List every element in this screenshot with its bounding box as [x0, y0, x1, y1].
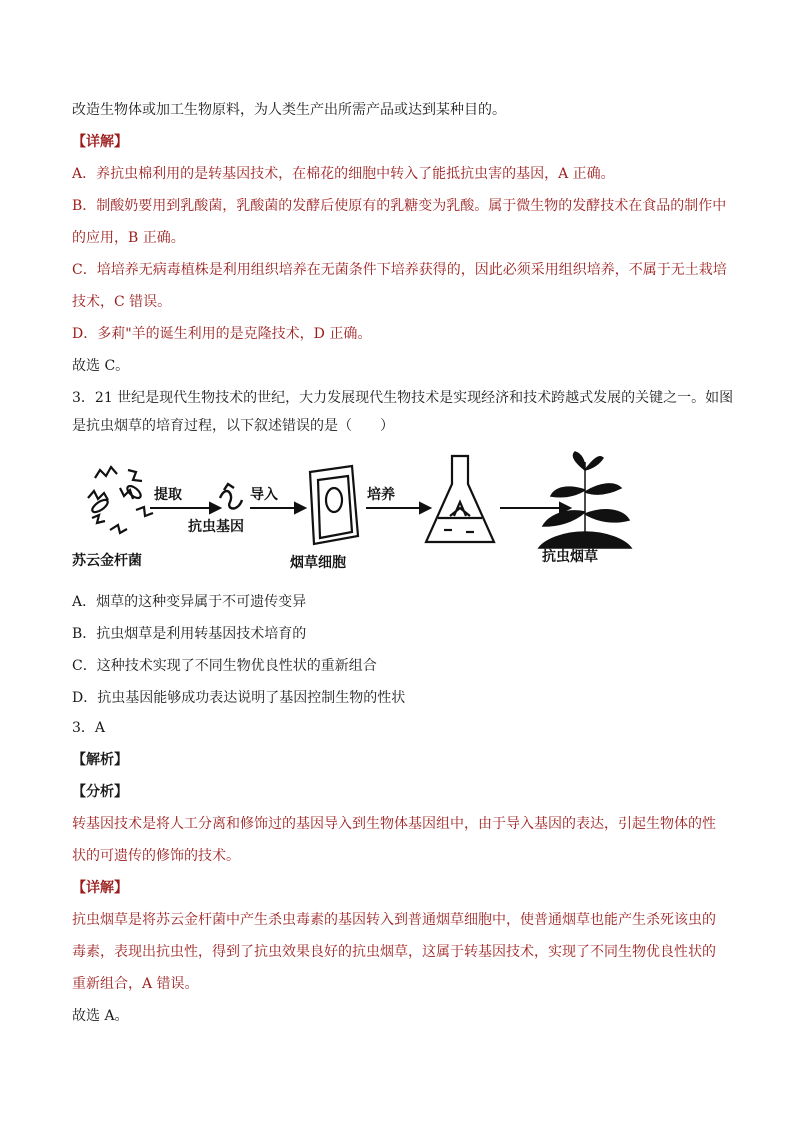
label-bacteria: 苏云金杆菌 [72, 553, 142, 569]
detail-text-end: 重新组合，A 错误。 [72, 976, 199, 992]
label-cell: 烟草细胞 [290, 555, 346, 571]
final-answer: 故选 A。 [72, 1008, 129, 1024]
heading-analysis: 【解析】 [72, 752, 128, 768]
analysis-text-cont: 状的可遗传的修饰的技术。 [72, 848, 240, 864]
detail-text-cont: 毒素，表现出抗虫性，得到了抗虫效果良好的抗虫烟草，这属于转基因技术，实现了不同生物优良性状的 [72, 944, 716, 960]
l1: 改造生物体或加工生物原料，为人类生产出所需产品或达到某种目的。 [72, 102, 506, 118]
question-3-stem: 3．21 世纪是现代生物技术的世纪，大力发展现代生物技术是实现经济和技术跨越式发展的关键之一。如图 [72, 390, 734, 406]
label-extract: 提取 [154, 487, 182, 503]
heading-detail: 【详解】 [72, 134, 128, 150]
question-3-stem-cont: 是抗虫烟草的培育过程，以下叙述错误的是（ ） [72, 418, 394, 434]
heading-analyze: 【分析】 [72, 784, 128, 800]
arrow-1 [150, 503, 220, 513]
label-plant: 抗虫烟草 [542, 549, 598, 565]
label-culture: 培养 [367, 487, 395, 503]
option-d: D．抗虫基因能够成功表达说明了基因控制生物的性状 [72, 690, 406, 706]
tobacco-breeding-figure [70, 440, 730, 580]
option-b-explanation-cont: 的应用，B 正确。 [72, 230, 185, 246]
option-d-explanation: D．多莉"羊的诞生利用的是克隆技术，D 正确。 [72, 326, 372, 342]
cell-icon [310, 466, 358, 544]
bacteria-icon [88, 467, 153, 533]
answer-number: 3．A [72, 720, 106, 736]
gene-icon [220, 484, 242, 509]
option-a-explanation: A．养抗虫棉利用的是转基因技术，在棉花的细胞中转入了能抵抗虫害的基因，A 正确。 [72, 166, 615, 182]
heading-detail-2: 【详解】 [72, 880, 128, 896]
label-gene: 抗虫基因 [188, 519, 244, 535]
tobacco-plant-icon [539, 452, 631, 548]
analysis-text: 转基因技术是将人工分离和修饰过的基因导入到生物体基因组中，由于导入基因的表达，引起生物体的性 [72, 816, 716, 832]
option-c-explanation-cont: 技术，C 错误。 [72, 294, 172, 310]
option-a: A．烟草的这种变异属于不可遗传变异 [72, 594, 307, 610]
arrow-4 [500, 503, 570, 513]
arrow-2 [250, 503, 305, 513]
option-c: C．这种技术实现了不同生物优良性状的重新组合 [72, 658, 377, 674]
detail-text: 抗虫烟草是将苏云金杆菌中产生杀虫毒素的基因转入到普通烟草细胞中，使普通烟草也能产生杀死该虫的 [72, 912, 716, 928]
label-import: 导入 [250, 487, 278, 503]
figure-drawing [70, 440, 730, 580]
option-c-explanation: C．培培养无病毒植株是利用组织培养在无菌条件下培养获得的，因此必须采用组织培养，不属于无土栽培 [72, 262, 727, 278]
option-b: B．抗虫烟草是利用转基因技术培育的 [72, 626, 307, 642]
answer-choice: 故选 C。 [72, 358, 130, 374]
arrow-3 [366, 503, 430, 513]
option-b-explanation: B．制酸奶要用到乳酸菌，乳酸菌的发酵后使原有的乳糖变为乳酸。属于微生物的发酵技术在食品的制作中 [72, 198, 727, 214]
flask-icon [426, 456, 494, 542]
